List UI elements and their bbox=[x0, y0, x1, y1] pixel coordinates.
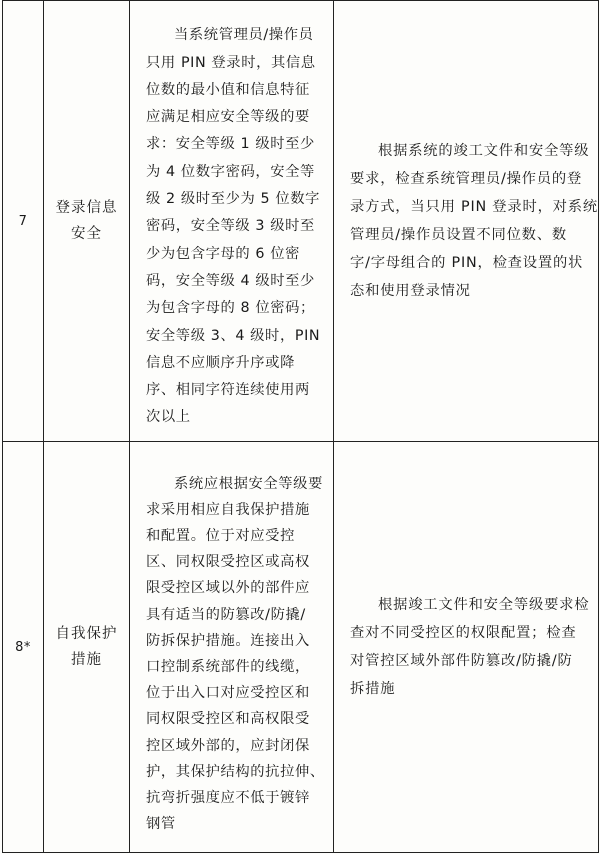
row-number: 7 bbox=[3, 1, 44, 442]
requirement-line: 防拆保护措施。连接出入 bbox=[146, 632, 310, 649]
requirement-line: 和配置。位于对应受控 bbox=[146, 527, 295, 544]
inspection-table bbox=[2, 0, 599, 853]
method-line: 查对不同受控区的权限配置；检查 bbox=[350, 625, 577, 641]
requirement-line: 少为包含字母的 6 位密 bbox=[146, 245, 301, 262]
requirement-line: 应满足相应安全等级的要 bbox=[146, 109, 310, 126]
method-line: 拆措施 bbox=[350, 681, 396, 697]
requirement-line: 区、同权限受控区或高权 bbox=[146, 554, 310, 571]
item-name-line: 措施 bbox=[71, 652, 102, 668]
requirement-line: 抗弯折强度应不低于镀锌 bbox=[146, 790, 310, 807]
requirement-line: 护，其保护结构的抗拉伸、 bbox=[146, 763, 325, 780]
method-line: 管理员/操作员设置不同位数、数 bbox=[350, 227, 567, 243]
item-name-line: 自我保护 bbox=[55, 626, 118, 642]
requirement-line: 同权限受控区和高权限受 bbox=[146, 711, 310, 728]
requirement-line: 为包含字母的 8 位密码； bbox=[146, 300, 315, 317]
method-line: 要求，检查系统管理员/操作员的登 bbox=[350, 171, 583, 187]
requirement-line: 次以上 bbox=[146, 409, 191, 426]
table-row bbox=[3, 442, 599, 853]
requirement-line: 限受控区域以外的部件应 bbox=[146, 580, 310, 597]
requirement-line: 码，安全等级 4 级时至少 bbox=[146, 272, 315, 289]
table-row bbox=[3, 1, 599, 442]
item-name-cell bbox=[44, 442, 130, 853]
requirement-line: 具有适当的防篡改/防撬/ bbox=[146, 606, 306, 623]
requirement-line: 序、相同字符连续使用两 bbox=[146, 382, 310, 399]
method-line: 对管控区域外部件防篡改/防撬/防 bbox=[350, 653, 573, 669]
method-line: 字/字母组合的 PIN，检查设置的状 bbox=[350, 255, 584, 271]
method-cell bbox=[334, 1, 599, 442]
requirement-line: 钢管 bbox=[146, 816, 176, 833]
method-line: 录方式，当只用 PIN 登录时，对系统 bbox=[350, 199, 598, 215]
requirement-line: 位于出入口对应受控区和 bbox=[146, 685, 310, 702]
item-name-line: 登录信息 bbox=[55, 200, 118, 216]
requirement-line: 当系统管理员/操作员 bbox=[174, 27, 314, 44]
requirement-line: 求采用相应自我保护措施 bbox=[146, 501, 310, 518]
method-line: 态和使用登录情况 bbox=[350, 283, 471, 299]
requirement-line: 系统应根据安全等级要 bbox=[174, 475, 323, 492]
requirement-line: 位数的最小值和信息特征 bbox=[146, 81, 310, 98]
requirement-cell bbox=[130, 1, 334, 442]
requirement-line: 密码，安全等级 3 级时至 bbox=[146, 218, 315, 235]
requirement-cell bbox=[130, 442, 334, 853]
item-name-line: 安全 bbox=[71, 226, 102, 242]
method-cell bbox=[334, 442, 599, 853]
method-line: 根据系统的竣工文件和安全等级 bbox=[378, 143, 590, 159]
requirement-line: 求：安全等级 1 级时至少 bbox=[146, 136, 315, 153]
requirement-line: 安全等级 3、4 级时，PIN bbox=[146, 327, 321, 344]
item-name-cell bbox=[44, 1, 130, 442]
requirement-line: 级 2 级时至少为 5 位数字 bbox=[146, 191, 321, 208]
requirement-line: 口控制系统部件的线缆， bbox=[146, 659, 310, 675]
requirement-line: 信息不应顺序升序或降 bbox=[146, 354, 295, 371]
requirement-line: 只用 PIN 登录时，其信息 bbox=[146, 54, 316, 71]
method-line: 根据竣工文件和安全等级要求检 bbox=[378, 597, 590, 613]
requirement-line: 为 4 位数字密码，安全等 bbox=[146, 163, 315, 180]
row-number: 8* bbox=[3, 442, 44, 853]
requirement-line: 控区域外部的，应封闭保 bbox=[146, 737, 310, 754]
